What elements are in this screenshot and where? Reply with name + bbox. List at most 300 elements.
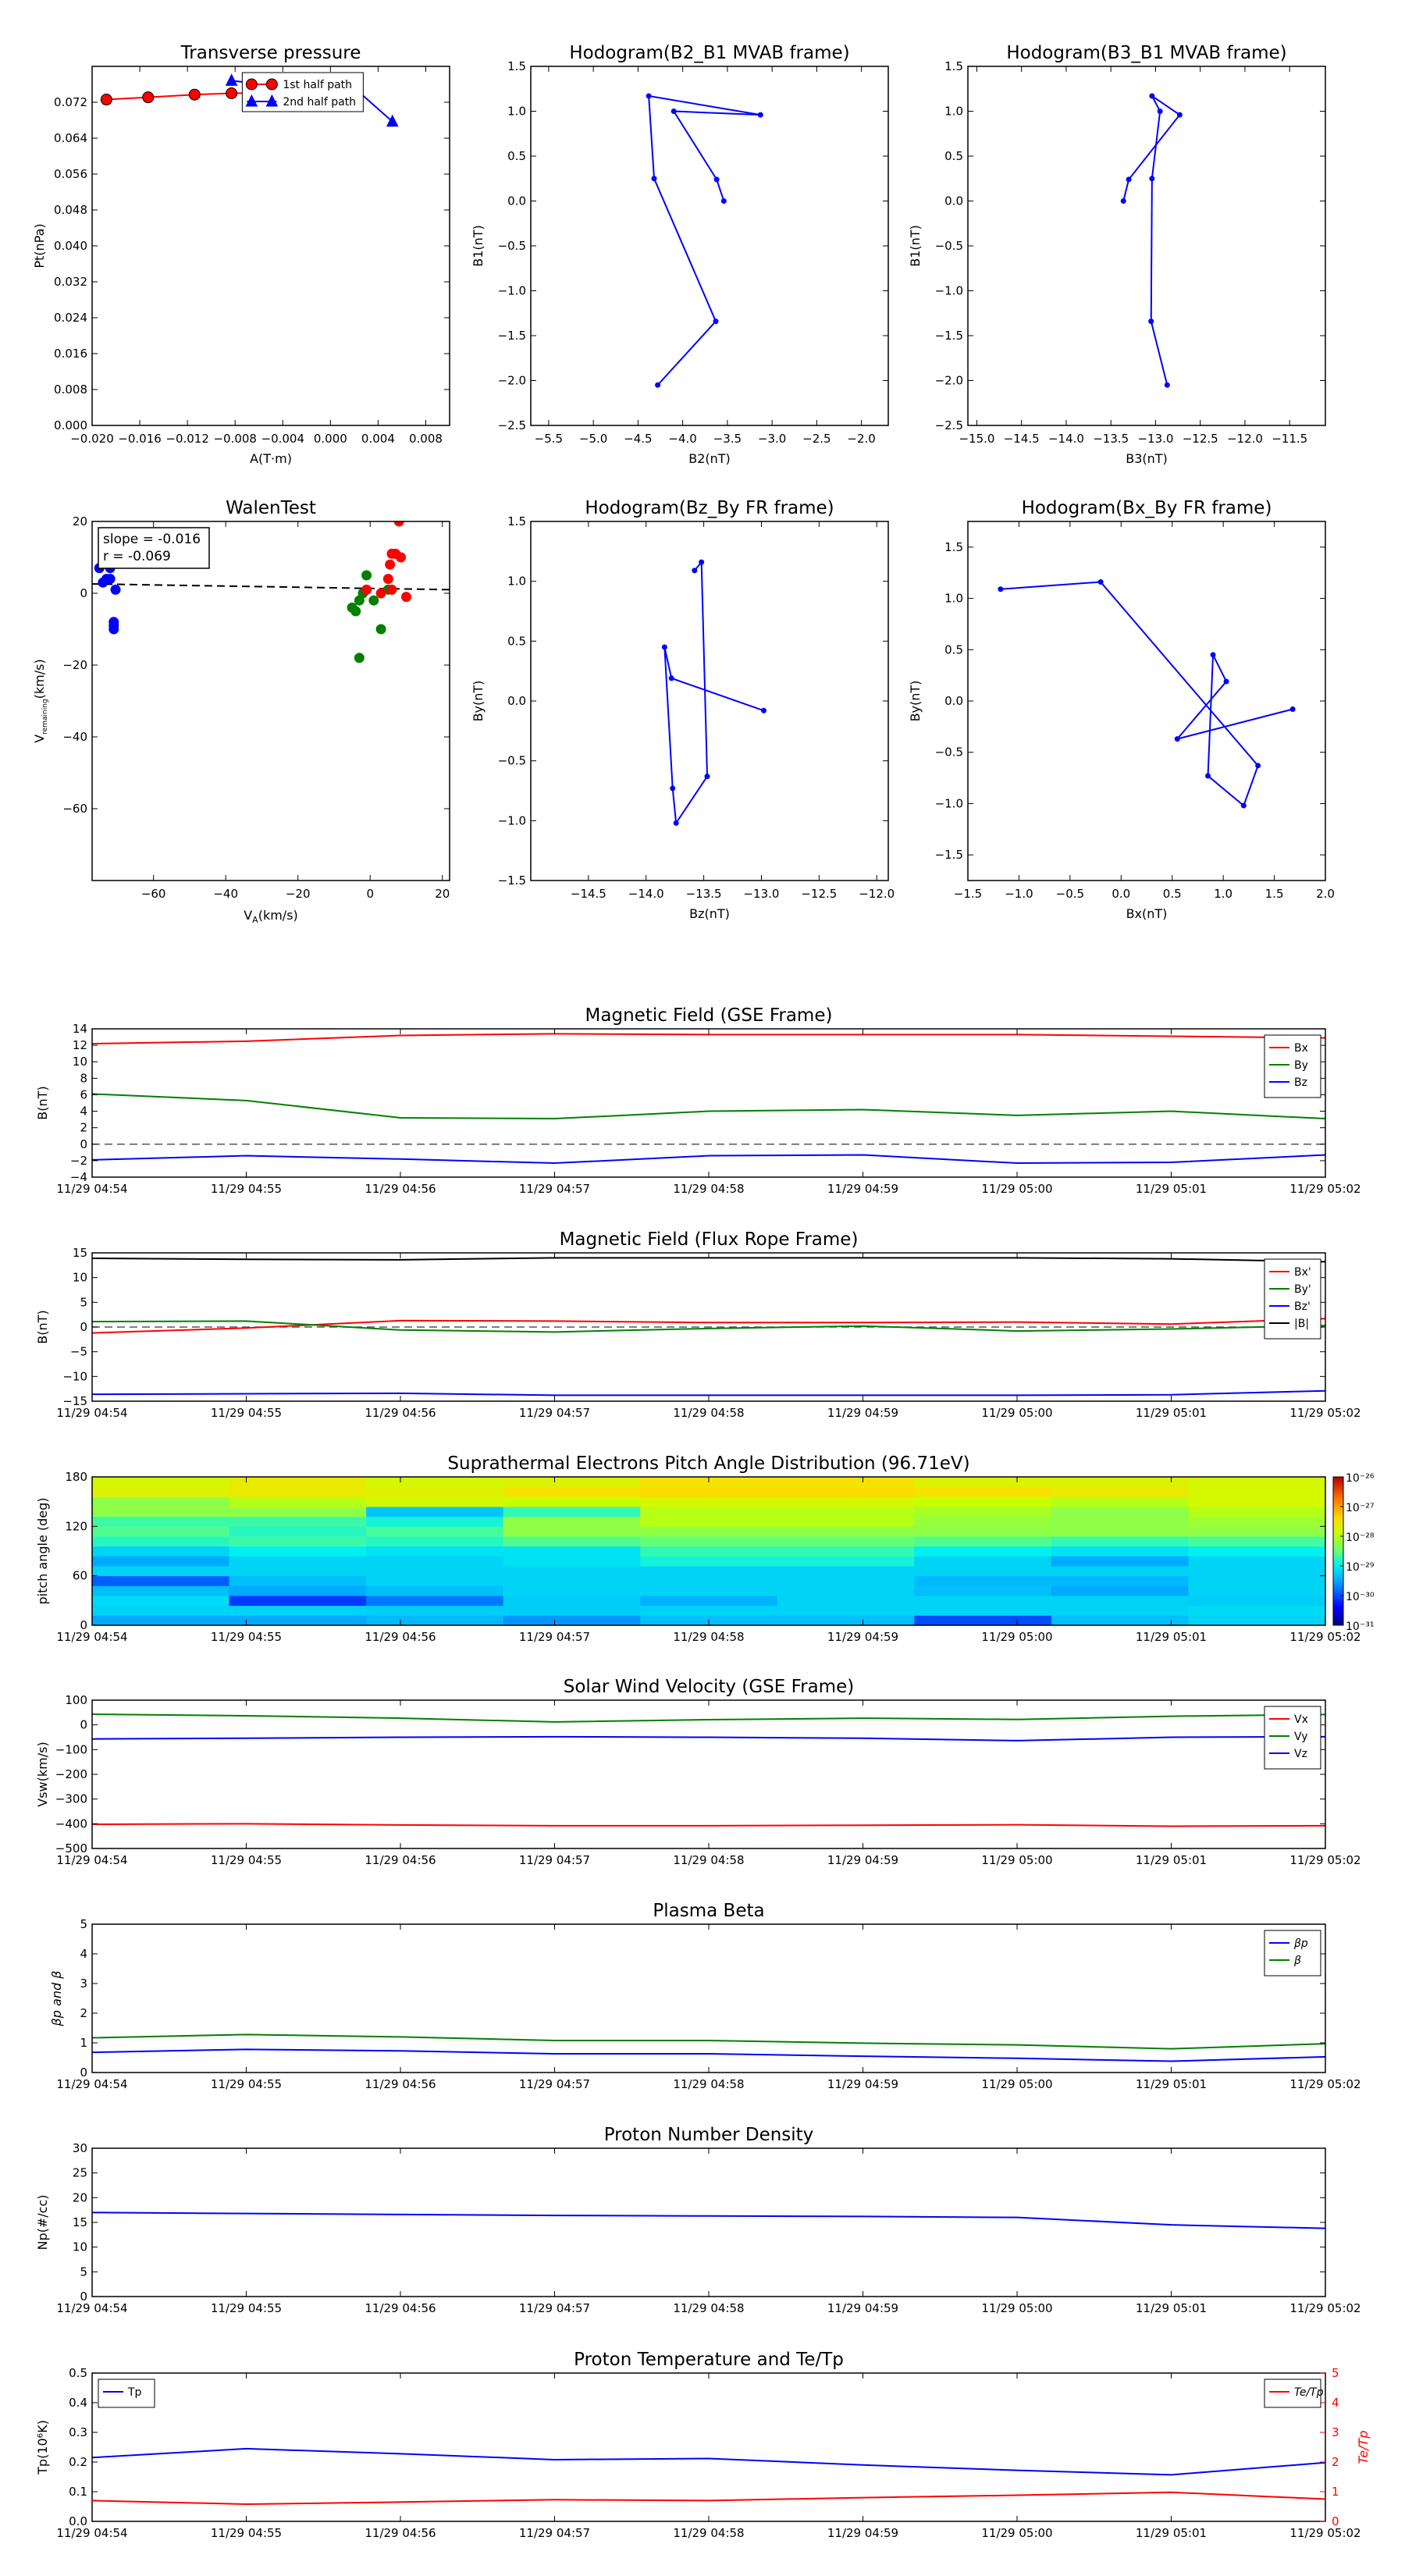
x-tick-label: −2.0	[847, 432, 876, 446]
x-axis-label: B3(nT)	[1126, 451, 1168, 466]
x-tick-label: 0.0	[1112, 887, 1131, 901]
chart-h3	[471, 498, 895, 921]
y-axis-label: Np(#/cc)	[35, 2194, 50, 2250]
series-line-Bx	[92, 1034, 1325, 1044]
colorbar-tick-label: 10⁻²⁸	[1346, 1532, 1375, 1544]
unit: (km/s)	[32, 659, 47, 699]
time-tick-label: 11/29 05:00	[981, 1853, 1053, 1867]
heatmap-cell	[1188, 1507, 1325, 1517]
x-tick-label: −11.5	[1272, 432, 1308, 446]
heatmap-cell	[1188, 1566, 1325, 1576]
heatmap-cell	[366, 1615, 503, 1625]
y-tick-label: 15	[72, 2215, 87, 2229]
x-tick-label: −1.0	[1005, 887, 1033, 901]
x-tick-label: 0.5	[1162, 887, 1182, 901]
heatmap-cell	[1188, 1546, 1325, 1557]
heatmap-cell	[503, 1536, 641, 1546]
time-tick-label: 11/29 04:56	[365, 1853, 436, 1867]
time-tick-label: 11/29 04:55	[210, 1182, 283, 1196]
x-axis-label: A(T·m)	[250, 451, 292, 466]
plot-frame	[92, 521, 450, 881]
y-tick-label: −200	[55, 1767, 87, 1781]
y-tick-label: 10	[72, 1055, 87, 1069]
time-tick-label: 11/29 04:56	[365, 2077, 436, 2091]
legend-frame	[98, 2379, 155, 2407]
y-tick-label: −4	[69, 1170, 87, 1184]
legend-label: Bz'	[1294, 1300, 1311, 1313]
legend	[1264, 1259, 1321, 1339]
y-tick-label: 0.000	[54, 418, 87, 432]
data-point	[111, 585, 120, 594]
heatmap-cell	[640, 1526, 777, 1536]
y-axis-label: Vsw(km/s)	[35, 1742, 50, 1807]
x-tick-label: −14.0	[628, 887, 664, 901]
legend-label: Vz	[1294, 1748, 1307, 1760]
x-tick-label: −5.5	[534, 432, 564, 446]
y-tick-label: −2.5	[497, 418, 526, 432]
y-tick-label: 0.5	[944, 642, 963, 657]
plot-frame	[531, 521, 888, 881]
y-tick-label: −0.5	[497, 239, 526, 253]
y-tick-label: 0.5	[944, 149, 963, 163]
data-point	[376, 624, 386, 634]
data-point	[143, 92, 154, 103]
x-axis-label: Bx(nT)	[1126, 906, 1168, 921]
legend-label: Tp	[128, 2386, 142, 2399]
heatmap-cell	[1188, 1615, 1325, 1625]
y-tick-label: −1.5	[497, 873, 526, 888]
heatmap-cell	[1188, 1517, 1325, 1527]
heatmap-cell	[914, 1606, 1051, 1616]
heatmap-cell	[914, 1487, 1051, 1497]
time-tick-label: 11/29 04:56	[365, 1630, 436, 1644]
series-line-βp	[92, 2049, 1325, 2061]
time-tick-label: 11/29 04:58	[673, 1406, 745, 1420]
heatmap-cell	[640, 1507, 777, 1517]
time-tick-label: 11/29 04:54	[56, 1853, 128, 1867]
time-tick-label: 11/29 04:57	[518, 1853, 591, 1867]
y-tick-label: 1.0	[944, 104, 963, 119]
y-tick-label: 0	[80, 1320, 87, 1334]
y-tick-label: 4	[80, 1947, 87, 1961]
y-axis-label: βp and β	[49, 1970, 64, 2026]
heatmap-cell	[777, 1606, 915, 1616]
data-point	[105, 575, 115, 584]
data-point	[705, 774, 710, 779]
time-tick-label: 11/29 04:57	[518, 1406, 591, 1420]
y-tick-label: 10	[72, 2240, 87, 2254]
heatmap-cell	[1051, 1536, 1189, 1546]
y-axis-label: B1(nT)	[908, 225, 923, 267]
chart-h1	[471, 43, 888, 466]
time-tick-label: 11/29 05:02	[1289, 2301, 1361, 2315]
time-tick-label: 11/29 05:02	[1289, 1630, 1361, 1644]
heatmap-cell	[366, 1487, 503, 1497]
heatmap-cell	[914, 1507, 1051, 1517]
y-tick-label: 2	[80, 2006, 87, 2020]
chart-pad	[35, 1453, 1375, 1644]
legend-label: Vx	[1294, 1713, 1308, 1726]
heatmap-cell	[640, 1566, 777, 1576]
chart-temp	[35, 2350, 1371, 2540]
y-tick-label: 25	[72, 2165, 87, 2180]
y-tick-label: −5	[69, 1344, 87, 1359]
y-tick-label: 0.0	[507, 194, 526, 208]
chart-title: Plasma Beta	[653, 1901, 765, 1921]
time-tick-label: 11/29 04:54	[56, 2301, 128, 2315]
time-tick-label: 11/29 05:01	[1135, 1406, 1208, 1420]
heatmap-cell	[229, 1487, 367, 1497]
y-tick-label: 0.032	[54, 275, 87, 289]
heatmap-cell	[92, 1526, 229, 1536]
time-tick-label: 11/29 05:01	[1135, 1853, 1208, 1867]
heatmap-cell	[1188, 1536, 1325, 1546]
series-line-Bx'	[92, 1318, 1325, 1332]
chart-np	[35, 2125, 1361, 2315]
x-tick-label: −14.5	[1003, 432, 1040, 446]
chart-title: Magnetic Field (Flux Rope Frame)	[559, 1229, 859, 1250]
data-point	[1149, 176, 1154, 181]
x-tick-label: −20	[285, 887, 311, 901]
heatmap-cell	[1188, 1576, 1325, 1586]
y-tick-label: 0.064	[54, 131, 87, 145]
y-tick-label: 15	[72, 1246, 87, 1260]
heatmap-cell	[777, 1526, 915, 1536]
y-tick-label: 0.0	[507, 694, 526, 708]
heatmap-cell	[503, 1477, 641, 1487]
y-axis-label: B1(nT)	[471, 225, 486, 267]
heatmap-cell	[914, 1546, 1051, 1557]
subscript: A	[252, 915, 258, 925]
y-tick-label: −1.0	[497, 813, 526, 828]
legend-label: βp	[1294, 1937, 1308, 1950]
x-tick-label: −14.0	[1048, 432, 1084, 446]
data-point	[646, 93, 652, 98]
heatmap-cell	[914, 1566, 1051, 1576]
time-tick-label: 11/29 04:54	[56, 2526, 128, 2540]
y-tick-label: 0	[80, 2065, 87, 2080]
y-tick-label: 1.0	[507, 104, 526, 119]
y-axis-label: By(nT)	[471, 680, 486, 722]
y-tick-label: 0.1	[69, 2485, 87, 2499]
data-point	[189, 89, 200, 100]
y-tick-label: −60	[62, 802, 87, 816]
data-point	[1290, 706, 1296, 712]
chart-vsw	[35, 1677, 1361, 1867]
data-point	[758, 112, 763, 118]
heatmap-cell	[777, 1517, 915, 1527]
y-tick-label: −1.0	[497, 283, 526, 298]
chart-title: Magnetic Field (GSE Frame)	[585, 1005, 833, 1026]
time-tick-label: 11/29 04:54	[56, 2077, 128, 2091]
time-tick-label: 11/29 04:59	[827, 2301, 899, 2315]
heatmap-cell	[92, 1477, 229, 1487]
y-tick-label: −2.5	[934, 418, 963, 432]
heatmap-cell	[1051, 1585, 1189, 1596]
data-point	[655, 382, 660, 388]
time-tick-label: 11/29 05:00	[981, 2077, 1053, 2091]
heatmap-cell	[914, 1477, 1051, 1487]
x-tick-label: −3.0	[757, 432, 787, 446]
heatmap-cell	[92, 1566, 229, 1576]
x-tick-label: −12.5	[801, 887, 838, 901]
data-point	[226, 88, 237, 99]
legend	[1264, 1930, 1321, 1976]
data-point	[671, 109, 677, 114]
heatmap-cell	[1188, 1585, 1325, 1596]
y-tick-label: 0.0	[944, 694, 963, 708]
x-tick-label: 0.000	[313, 432, 347, 446]
x-tick-label: −2.5	[802, 432, 831, 446]
heatmap-cell	[777, 1566, 915, 1576]
y-tick-label: 1.0	[944, 591, 963, 606]
time-tick-label: 11/29 04:56	[365, 1406, 436, 1420]
time-tick-label: 11/29 04:58	[673, 2077, 745, 2091]
series-line-0	[1123, 96, 1179, 385]
data-point	[761, 708, 767, 713]
heatmap-cell	[1188, 1477, 1325, 1487]
data-point	[266, 79, 277, 90]
y-tick-label: 100	[65, 1693, 87, 1707]
heatmap-cell	[366, 1517, 503, 1527]
y-tick-label: −1.5	[934, 329, 963, 343]
time-tick-label: 11/29 04:55	[210, 1406, 283, 1420]
series-line-β	[92, 2034, 1325, 2048]
data-point	[1177, 112, 1183, 118]
x-tick-label: −12.0	[859, 887, 895, 901]
plot-frame	[92, 2148, 1325, 2297]
heatmap-cell	[503, 1517, 641, 1527]
time-tick-label: 11/29 05:00	[981, 1406, 1053, 1420]
heatmap-cell	[503, 1487, 641, 1497]
y-tick-label: −1.5	[934, 848, 963, 863]
legend-label: |B|	[1294, 1318, 1310, 1330]
heatmap-cell	[1188, 1556, 1325, 1566]
legend-label: Te/Tp	[1294, 2386, 1324, 2399]
legend	[1264, 1706, 1321, 1769]
time-tick-label: 11/29 04:58	[673, 2526, 745, 2540]
y-tick-label: 0.008	[54, 382, 87, 397]
time-tick-label: 11/29 05:01	[1135, 2526, 1208, 2540]
heatmap-cell	[914, 1585, 1051, 1596]
chart-beta	[49, 1901, 1361, 2091]
y-tick-label: −0.5	[497, 753, 526, 768]
heatmap-cells	[92, 1477, 1326, 1626]
heatmap-cell	[1051, 1477, 1189, 1487]
annotation-box	[98, 528, 209, 568]
time-tick-label: 11/29 05:02	[1289, 1853, 1361, 1867]
x-tick-label: 1.0	[1214, 887, 1233, 901]
y-tick-label: 1.5	[944, 59, 963, 73]
data-point	[376, 589, 386, 598]
y-axis-label: Tp(10⁶K)	[35, 2420, 50, 2475]
y-tick-label: −2.0	[934, 373, 963, 388]
y-axis-label: B(nT)	[35, 1086, 50, 1120]
heatmap-cell	[503, 1556, 641, 1566]
data-point	[674, 820, 679, 826]
heatmap-cell	[229, 1536, 367, 1546]
y-tick-label: 0	[80, 586, 87, 600]
heatmap-cell	[229, 1477, 367, 1487]
x-tick-label: −4.0	[668, 432, 697, 446]
heatmap-cell	[640, 1576, 777, 1586]
series-line-Vz	[92, 1737, 1325, 1741]
data-point	[362, 585, 372, 594]
x-tick-label: 0.004	[361, 432, 395, 446]
y-tick-label: −1.0	[934, 796, 963, 811]
legend-label: 1st half path	[283, 79, 353, 91]
x-tick-label: −14.5	[570, 887, 606, 901]
chart-title: Hodogram(Bz_By FR frame)	[585, 498, 834, 518]
y-tick-label: −300	[55, 1791, 87, 1806]
x-tick-label: −12.5	[1182, 432, 1218, 446]
x-tick-label: −4.5	[624, 432, 653, 446]
heatmap-cell	[777, 1585, 915, 1596]
heatmap-cell	[229, 1546, 367, 1557]
heatmap-cell	[503, 1585, 641, 1596]
plot-area	[646, 93, 763, 387]
y-axis-label: By(nT)	[908, 680, 923, 722]
heatmap-cell	[1051, 1556, 1189, 1566]
time-tick-label: 11/29 04:59	[827, 1630, 899, 1644]
data-point	[1205, 773, 1211, 778]
y-tick-label: 0	[80, 1137, 87, 1151]
chart-h4	[908, 498, 1335, 921]
heatmap-cell	[777, 1556, 915, 1566]
chart-h2	[908, 43, 1325, 466]
data-point	[362, 571, 372, 580]
time-tick-label: 11/29 05:01	[1135, 2077, 1208, 2091]
legend-frame	[1264, 1930, 1321, 1976]
heatmap-cell	[92, 1536, 229, 1546]
y-tick-label: 0.072	[54, 95, 87, 109]
data-point	[1158, 109, 1163, 114]
data-point	[662, 645, 667, 650]
heatmap-cell	[503, 1507, 641, 1517]
heatmap-cell	[640, 1606, 777, 1616]
legend-label: By'	[1294, 1283, 1311, 1296]
time-tick-label: 11/29 05:02	[1289, 1182, 1361, 1196]
data-point	[1175, 736, 1180, 742]
y-tick-label: −1.5	[497, 329, 526, 343]
data-point	[669, 675, 674, 681]
heatmap-cell	[366, 1596, 503, 1606]
heatmap-cell	[1188, 1596, 1325, 1606]
x-tick-label: −13.0	[743, 887, 780, 901]
heatmap-cell	[366, 1566, 503, 1576]
colorbar	[1333, 1477, 1343, 1625]
heatmap-cell	[640, 1536, 777, 1546]
y-tick-label: −2.0	[497, 373, 526, 388]
y-tick-label: 10	[72, 1270, 87, 1285]
data-point	[383, 575, 393, 584]
time-tick-label: 11/29 05:02	[1289, 2077, 1361, 2091]
chart-title: Proton Number Density	[603, 2125, 814, 2145]
data-point	[1148, 318, 1154, 324]
x-tick-label: −1.5	[953, 887, 983, 901]
chart-mag_fr	[35, 1229, 1361, 1420]
colorbar-tick-label: 10⁻³¹	[1346, 1621, 1375, 1633]
series-line-Vx	[92, 1823, 1325, 1826]
time-tick-label: 11/29 04:55	[210, 2301, 283, 2315]
heatmap-cell	[366, 1576, 503, 1586]
y-tick-label: 8	[80, 1071, 87, 1086]
plot-area	[662, 560, 767, 826]
heatmap-cell	[1051, 1517, 1189, 1527]
heatmap-cell	[503, 1576, 641, 1586]
colorbar-tick-label: 10⁻²⁶	[1346, 1472, 1375, 1485]
chart-walen	[32, 498, 450, 925]
heatmap-cell	[92, 1576, 229, 1586]
time-tick-label: 11/29 04:57	[518, 2301, 591, 2315]
heatmap-cell	[229, 1526, 367, 1536]
y-tick-label: 4	[80, 1104, 87, 1119]
chart-title: Transverse pressure	[180, 43, 361, 63]
heatmap-cell	[366, 1496, 503, 1507]
heatmap-cell	[1051, 1615, 1189, 1625]
legend-label: Bx'	[1294, 1266, 1311, 1279]
legend-frame	[1264, 1035, 1321, 1098]
plot-frame	[968, 66, 1325, 425]
heatmap-cell	[229, 1576, 367, 1586]
heatmap-cell	[229, 1496, 367, 1507]
y2-tick-label: 1	[1332, 2485, 1339, 2499]
x-tick-label: −0.020	[70, 432, 114, 446]
series-line-Vy	[92, 1714, 1325, 1722]
data-point	[1224, 679, 1229, 685]
y-tick-label: 1.0	[507, 574, 526, 589]
y-tick-label: 12	[72, 1038, 87, 1053]
heatmap-cell	[366, 1546, 503, 1557]
y-tick-label: 1.5	[507, 59, 526, 73]
legend	[242, 73, 363, 112]
heatmap-cell	[229, 1556, 367, 1566]
y-tick-label: 30	[72, 2141, 87, 2155]
heatmap-cell	[777, 1477, 915, 1487]
heatmap-cell	[229, 1507, 367, 1517]
heatmap-cell	[640, 1496, 777, 1507]
time-tick-label: 11/29 05:01	[1135, 1630, 1208, 1644]
time-tick-label: 11/29 04:55	[210, 2526, 283, 2540]
x-tick-label: −60	[140, 887, 166, 901]
y-tick-label: −400	[55, 1816, 87, 1831]
data-point	[699, 560, 704, 565]
data-point	[1165, 382, 1170, 388]
y-tick-label: 20	[72, 2190, 87, 2205]
x-tick-label: 2.0	[1316, 887, 1335, 901]
plot-frame	[92, 1029, 1325, 1177]
y2-tick-label: 5	[1332, 2366, 1339, 2380]
heatmap-cell	[640, 1546, 777, 1557]
data-point	[387, 585, 397, 594]
heatmap-cell	[366, 1477, 503, 1487]
time-tick-label: 11/29 05:01	[1135, 2301, 1208, 2315]
y-tick-label: 0.5	[507, 634, 526, 649]
heatmap-cell	[777, 1576, 915, 1586]
legend-label: Bx	[1294, 1042, 1308, 1055]
chart-title: Hodogram(Bx_By FR frame)	[1021, 498, 1272, 518]
y-tick-label: 5	[80, 1917, 87, 1931]
heatmap-cell	[914, 1556, 1051, 1566]
plot-area	[998, 579, 1295, 809]
y-tick-label: 0.024	[54, 311, 87, 325]
x-tick-label: −40	[213, 887, 238, 901]
y-tick-label: 14	[72, 1022, 87, 1036]
series-line-Bz	[92, 1155, 1325, 1164]
heatmap-cell	[1051, 1566, 1189, 1576]
heatmap-cell	[777, 1615, 915, 1625]
y2-tick-label: 2	[1332, 2455, 1339, 2469]
